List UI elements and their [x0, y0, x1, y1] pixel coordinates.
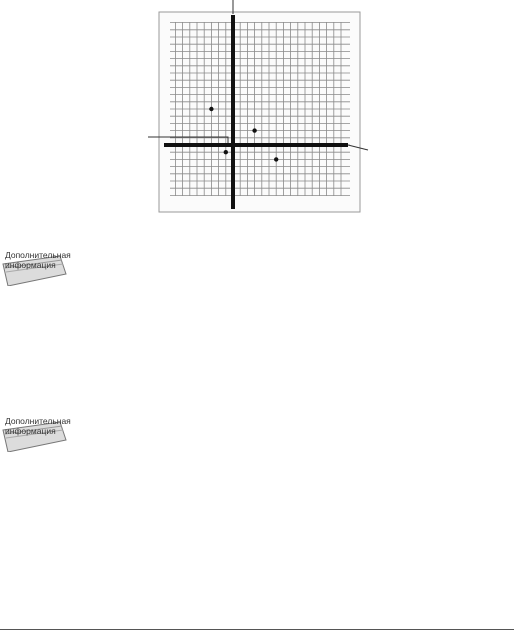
plotted-point: [224, 150, 228, 154]
additional-info-callout: [0, 412, 80, 452]
callout-label-line2: информация: [5, 260, 56, 270]
footer-rule: [0, 629, 514, 630]
plotted-point: [231, 143, 235, 147]
figure-frame: [159, 12, 360, 212]
additional-info-callout: [0, 246, 80, 286]
coordinate-grid: [148, 0, 372, 215]
plotted-point: [274, 157, 278, 161]
callout-label-line2: информация: [5, 426, 56, 436]
plotted-point: [252, 128, 256, 132]
coordinate-grid-figure: [148, 0, 372, 215]
plotted-point: [209, 107, 213, 111]
callout-label-line1: Дополнительная: [5, 250, 71, 260]
callout-label-line1: Дополнительная: [5, 416, 71, 426]
